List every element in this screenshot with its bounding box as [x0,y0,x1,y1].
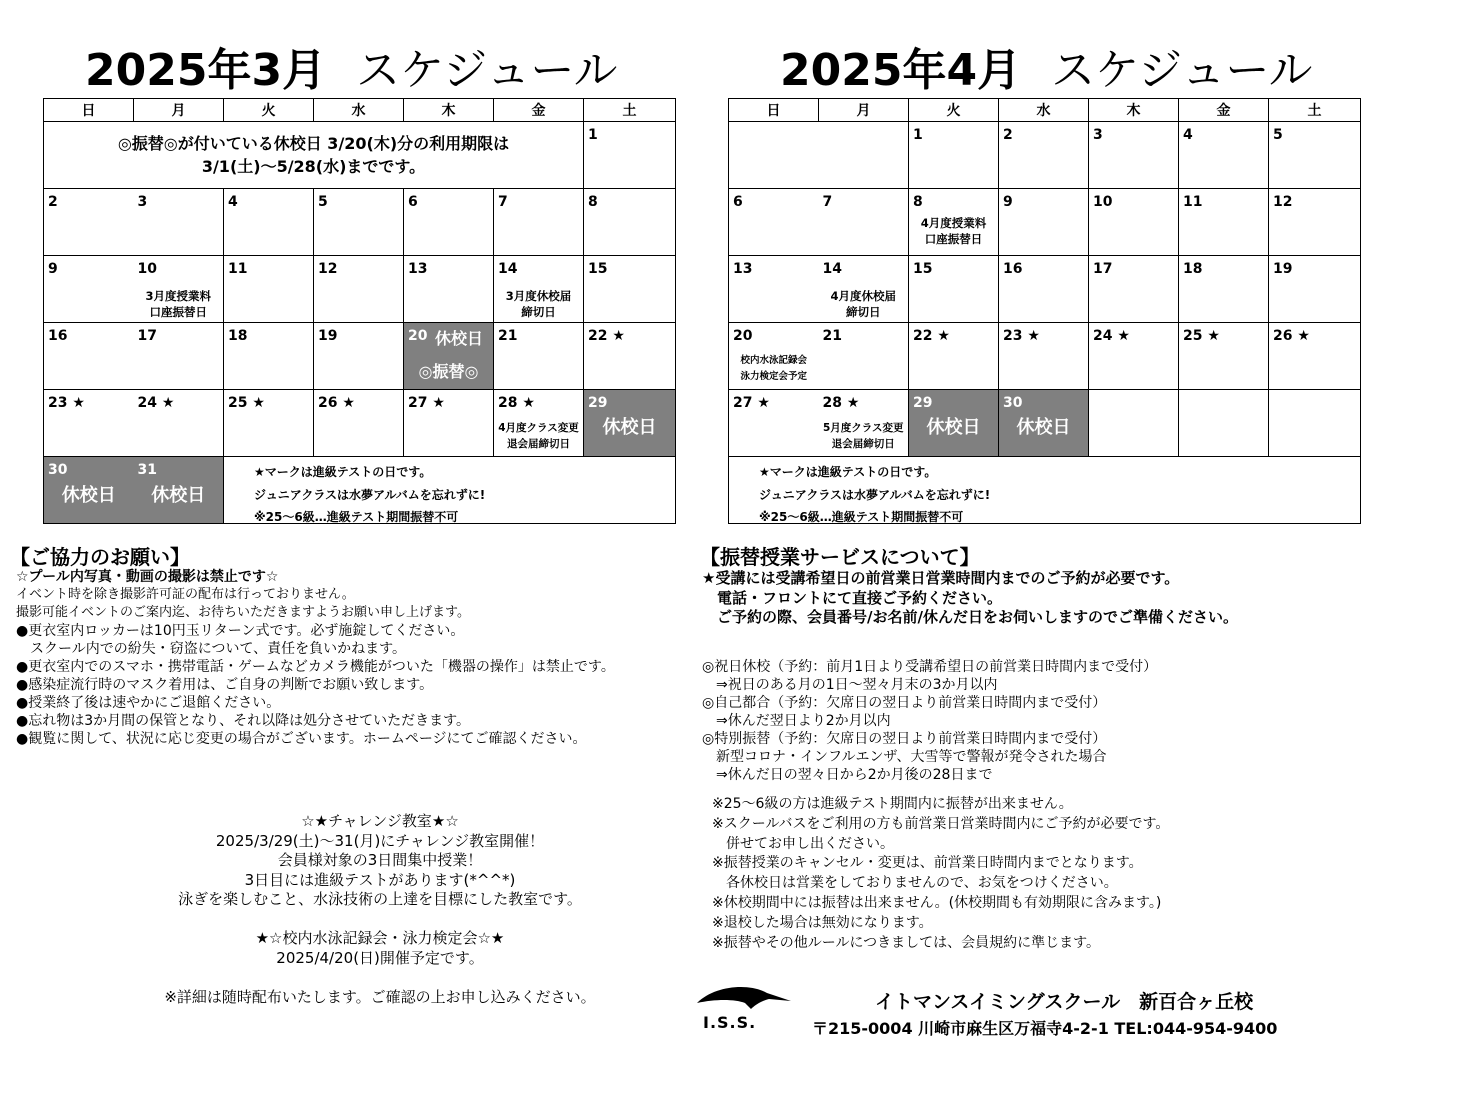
service-rule-line: ⇒休んだ翌日より2か月以内 [702,713,891,729]
service-intro-line: 電話・フロントにて直接ご予約ください。 [702,588,1003,607]
holiday-label: 休校日 [151,485,206,506]
day-number: 18 [1183,261,1203,277]
april-day-cell [729,189,819,256]
day-number: 19 [1273,261,1293,277]
event-line: 泳力検定会予定 [740,371,807,382]
cooperation-line: ●感染症流行時のマスク着用は、ご自身の判断でお願い致します。 [16,677,434,693]
day-number: 25 ★ [228,395,265,411]
event-line: 3月度休校届 [505,289,572,303]
day-number: 30 [48,462,68,478]
service-note-line: ※退校した場合は無効になります。 [712,914,933,931]
april-day-cell [819,256,909,323]
weekday-wed: 水 [999,99,1089,122]
day-number: 26 ★ [318,395,355,411]
cooperation-heading: 【ご協力のお願い】 [10,545,190,569]
cooperation-line: ●授業終了後は速やかにご退館ください。 [16,695,281,711]
day-number: 11 [228,261,248,277]
weekday-sat: 土 [1269,99,1361,122]
day-number: 24 ★ [1093,328,1130,344]
april-day-cell [999,122,1089,189]
april-empty-cell [1179,390,1269,457]
april-day-cell [1269,323,1361,390]
day-number: 12 [318,261,338,277]
service-intro-line: ご予約の際、会員番号/お名前/休んだ日をお伺いしますのでご準備ください。 [702,608,1238,626]
day-number: 3 [1093,127,1103,143]
event-line: 締切日 [521,305,556,319]
april-day-cell [1089,122,1179,189]
march-footer-cell [224,457,676,524]
day-number: 30 [1003,395,1023,411]
event-line: 3月度授業料 [145,289,211,303]
day-number: 10 [137,261,157,277]
april-empty-cell [729,122,819,189]
service-note-line: ※振替やその他ルールにつきましては、会員規約に準じます。 [712,934,1101,951]
challenge-line: 2025/3/29(土)～31(月)にチャレンジ教室開催！ [215,831,545,850]
service-heading: 【振替授業サービスについて】 [700,545,980,569]
day-number: 16 [1003,261,1023,277]
weekday-mon: 月 [819,99,909,122]
holiday-label: 休校日 [61,485,116,506]
event-line: 5月度クラス変更 [823,422,904,434]
day-number: 28 ★ [822,395,860,411]
footer-line: ※25～6級…進級テスト期間振替不可 [254,510,459,524]
school-address: 〒215-0004 川崎市麻生区万福寺4-2-1 TEL:044-954-9400 [812,1019,1278,1038]
april-day-cell [1179,122,1269,189]
april-day-cell [819,390,909,457]
march-day-cell [224,189,314,256]
day-number: 20 [408,328,428,344]
logo-text: I.S.S. [703,1013,757,1032]
holiday-label: 休校日 [1016,417,1071,438]
april-day-cell [1089,189,1179,256]
day-number: 13 [733,261,753,277]
april-day-cell-holiday [909,390,999,457]
holiday-label: 休校日 [435,329,484,348]
day-number: 1 [913,127,923,143]
service-note-line: ※休校期間中には振替は出来ません。(休校期間も有効期限に含みます。) [712,894,1162,911]
service-rules [702,658,1157,784]
day-number: 31 [137,462,157,478]
april-title-month: 2025年4月 [780,45,1022,96]
march-calendar [43,98,676,524]
service-notes [712,795,1169,953]
day-number: 13 [408,261,428,277]
cooperation-line: イベント時を除き撮影許可証の配布は行っておりません。 [16,587,355,602]
april-day-cell [1179,189,1269,256]
march-notice-line: 3/1(土)～5/28(水)までです。 [201,157,426,176]
service-note-line: 併せてお申し出ください。 [712,835,894,852]
march-title [85,34,617,98]
march-day-cell-holiday [134,457,224,524]
march-day-cell-holiday [584,390,676,457]
april-title [780,34,1312,98]
day-number: 4 [1183,127,1193,143]
footer-line: ★マークは進級テストの日です。 [759,465,937,479]
march-day-cell [44,189,134,256]
weekday-mon: 月 [134,99,224,122]
april-footer [759,461,990,529]
challenge-line: 会員様対象の3日間集中授業！ [277,851,483,869]
day-number: 14 [822,261,842,277]
march-day-cell [224,256,314,323]
day-number: 15 [913,261,933,277]
march-day-cell [494,323,584,390]
weekday-sun: 日 [729,99,819,122]
event-absence-deadline [819,288,909,320]
march-day-cell [404,256,494,323]
march-day-cell [494,256,584,323]
challenge-line: ※詳細は随時配布いたします。ご確認の上お申し込みください。 [164,987,596,1006]
spacer [60,968,700,988]
april-footer-cell [729,457,1361,524]
march-day-cell [134,323,224,390]
day-number: 17 [137,328,157,344]
event-swim-meet [729,353,819,385]
day-number: 3 [137,194,148,210]
service-note-line: 各休校日は営業をしておりませんので、お気をつけください。 [712,875,1118,892]
day-number: 18 [228,328,248,344]
march-day-cell [134,256,224,323]
holiday-label: 休校日 [602,417,657,438]
challenge-info [60,812,700,1007]
april-day-cell [999,189,1089,256]
day-number: 29 [588,395,608,411]
april-calendar [728,98,1361,524]
march-footer [254,461,485,529]
weekday-fri: 金 [1179,99,1269,122]
day-number: 14 [498,261,518,277]
april-weekday-row [729,99,1361,122]
march-title-month: 2025年3月 [85,45,327,96]
challenge-line: 泳ぎを楽しむこと、水泳技術の上達を目標にした教室です。 [178,890,582,908]
service-rule-line: ◎自己都合（予約：欠席日の翌日より前営業日時間内まで受付） [702,695,1107,711]
cooperation-line: ●忘れ物は3か月間の保管となり、それ以降は処分させていただきます。 [16,713,471,729]
march-day-cell [584,323,676,390]
service-note-line: ※振替授業のキャンセル・変更は、前営業日時間内までとなります。 [712,855,1143,872]
service-note-line: ※スクールバスをご利用の方も前営業日営業時間内にご予約が必要です。 [712,815,1170,832]
day-number: 22 ★ [588,328,625,344]
march-day-cell [494,189,584,256]
challenge-line: 2025/4/20(日)開催予定です。 [276,948,484,967]
service-rule-line: ⇒休んだ日の翌々日から2か月後の28日まで [702,767,993,783]
day-number: 8 [913,194,923,210]
day-number: 8 [588,194,598,210]
iss-logo [695,983,795,1033]
day-number: 15 [588,261,608,277]
april-day-cell [999,256,1089,323]
april-day-cell [1269,122,1361,189]
march-day-cell [404,390,494,457]
event-line: 締切日 [846,305,881,319]
day-number: 2 [48,194,58,210]
april-day-cell [909,256,999,323]
weekday-sun: 日 [44,99,134,122]
april-day-cell [729,323,819,390]
march-day-cell [224,390,314,457]
day-number: 17 [1093,261,1113,277]
day-number: 7 [498,194,508,210]
march-day-cell [404,189,494,256]
challenge-line: 3日目には進級テストがあります(*^^*) [244,870,516,889]
day-number: 7 [822,194,833,210]
day-number: 27 ★ [408,395,445,411]
cooperation-line: 撮影可能イベントのご案内迄、お待ちいただきますようお願い申し上げます。 [16,605,470,620]
day-number: 21 [498,328,518,344]
footer-line: ★マークは進級テストの日です。 [254,465,432,479]
day-number: 27 ★ [733,395,770,411]
day-number: 11 [1183,194,1203,210]
event-line: 4月度授業料 [920,216,987,230]
weekday-thu: 木 [1089,99,1179,122]
footer-line: ※25～6級…進級テスト期間振替不可 [759,510,964,524]
march-day-cell [314,256,404,323]
march-day-cell [44,323,134,390]
day-number: 9 [1003,194,1013,210]
day-number: 23 ★ [48,395,85,411]
day-number: 5 [1273,127,1283,143]
event-line: 口座振替日 [149,305,207,319]
service-note-line: ※25～6級の方は進級テスト期間内に振替が出来ません。 [712,796,1073,812]
footer-line: ジュニアクラスは水夢アルバムを忘れずに! [254,487,486,502]
march-day-cell [584,122,676,189]
april-day-cell [909,122,999,189]
service-rule-line: ◎特別振替（予約：欠席日の翌日より前営業日時間内まで受付） [702,731,1107,747]
day-number: 2 [1003,127,1013,143]
april-day-cell [1089,323,1179,390]
event-class-change-deadline [819,420,909,452]
day-number: 1 [588,127,598,143]
event-tuition-debit [134,288,224,320]
cooperation-line: ●観覧に関して、状況に応じ変更の場合がございます。ホームページにてご確認ください。 [16,731,587,747]
march-notice [44,132,583,178]
march-day-cell [494,390,584,457]
april-empty-cell [819,122,909,189]
april-day-cell [729,256,819,323]
march-day-cell [134,189,224,256]
april-day-cell-holiday [999,390,1089,457]
march-day-cell [314,323,404,390]
service-rule-line: 新型コロナ・インフルエンザ、大雪等で警報が発令された場合 [702,749,1107,765]
day-number: 19 [318,328,338,344]
march-day-cell-holiday [44,457,134,524]
march-notice-cell [44,122,584,189]
day-number: 4 [228,194,238,210]
march-day-cell [224,323,314,390]
event-line: 退会届締切日 [831,438,895,450]
april-day-cell [819,189,909,256]
holiday-label: 休校日 [926,417,981,438]
april-day-cell [729,390,819,457]
march-day-cell-holiday [404,323,494,390]
service-rule-line: ◎祝日休校（予約：前月1日より受講希望日の前営業日時間内まで受付） [702,659,1158,675]
event-line: 校内水泳記録会 [740,355,807,366]
april-empty-cell [1089,390,1179,457]
april-day-cell [909,189,999,256]
march-day-cell [44,256,134,323]
event-absence-deadline [494,288,583,320]
march-day-cell [134,390,224,457]
march-weekday-row [44,99,676,122]
cooperation-line: スクール内での紛失・窃盗について、責任を負いかねます。 [16,641,407,657]
challenge-line: ★☆校内水泳記録会・泳力検定会☆★ [255,929,505,947]
spacer [60,910,700,930]
weekday-tue: 火 [224,99,314,122]
day-number: 28 ★ [498,395,535,411]
day-number: 26 ★ [1273,328,1310,344]
day-number: 21 [822,328,842,344]
april-day-cell [1269,189,1361,256]
weekday-sat: 土 [584,99,676,122]
april-title-sub: スケジュール [1051,45,1313,96]
day-number: 6 [733,194,743,210]
day-number: 25 ★ [1183,328,1220,344]
cooperation-line: ●更衣室内でのスマホ・携帯電話・ゲームなどカメラ機能がついた「機器の操作」は禁止です。 [16,659,615,675]
april-day-cell [819,323,909,390]
day-number: 22 ★ [913,328,950,344]
service-intro [702,569,1238,628]
cooperation-list [16,568,615,748]
march-notice-line: ◎振替◎が付いている休校日 3/20(木)分の利用期限は [117,134,510,153]
challenge-line: ☆★チャレンジ教室★☆ [301,812,459,830]
event-line: 4月度休校届 [830,289,896,303]
march-day-cell [44,390,134,457]
weekday-tue: 火 [909,99,999,122]
weekday-fri: 金 [494,99,584,122]
school-name: イトマンスイミングスクール 新百合ヶ丘校 [875,991,1254,1013]
day-number: 29 [913,395,933,411]
april-day-cell [999,323,1089,390]
day-number: 10 [1093,194,1113,210]
cooperation-line: ☆プール内写真・動画の撮影は禁止です☆ [16,569,279,585]
service-rule-line: ⇒祝日のある月の1日～翌々月末の3か月以内 [702,677,998,693]
event-line: 口座振替日 [924,232,983,246]
weekday-thu: 木 [404,99,494,122]
day-number: 24 ★ [137,395,175,411]
day-number: 23 ★ [1003,328,1040,344]
furikae-label: ◎振替◎ [418,362,479,381]
event-line: 4月度クラス変更 [498,422,579,434]
day-number: 9 [48,261,58,277]
march-day-cell [314,189,404,256]
service-intro-line: ★受講には受講希望日の前営業日営業時間内までのご予約が必要です。 [702,569,1180,587]
april-day-cell [1089,256,1179,323]
cooperation-line: ●更衣室内ロッカーは10円玉リターン式です。必ず施錠してください。 [16,623,465,639]
april-day-cell [1269,256,1361,323]
event-class-change-deadline [494,420,583,452]
event-line: 退会届締切日 [507,438,570,450]
day-number: 5 [318,194,328,210]
march-day-cell [314,390,404,457]
april-day-cell [1179,323,1269,390]
day-number: 6 [408,194,418,210]
weekday-wed: 水 [314,99,404,122]
march-day-cell [584,189,676,256]
march-title-sub: スケジュール [356,45,618,96]
event-tuition-debit [909,215,998,247]
april-day-cell [909,323,999,390]
april-empty-cell [1269,390,1361,457]
day-number: 16 [48,328,68,344]
day-number: 12 [1273,194,1293,210]
day-number: 20 [733,328,753,344]
april-day-cell [1179,256,1269,323]
march-day-cell [584,256,676,323]
footer-line: ジュニアクラスは水夢アルバムを忘れずに! [759,487,991,502]
